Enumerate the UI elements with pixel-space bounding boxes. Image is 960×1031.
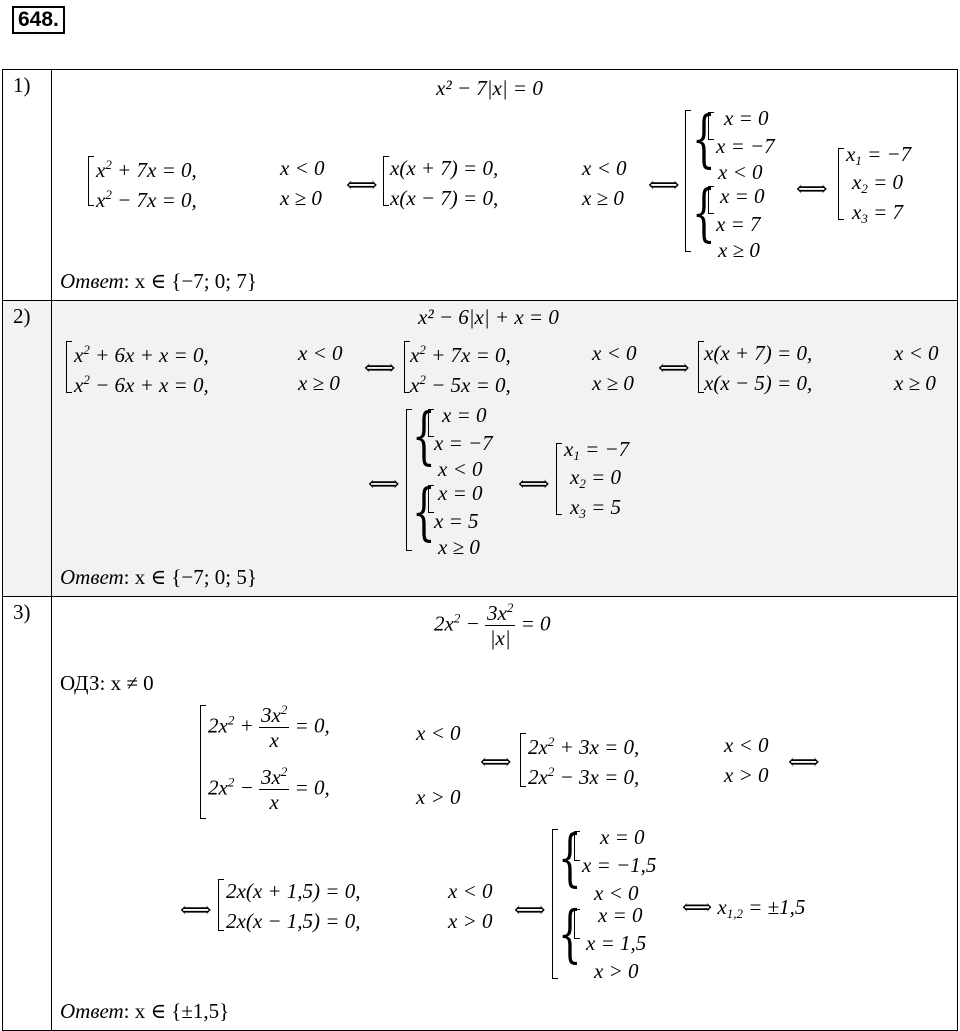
- answer: Ответ: x ∈ {−7; 0; 5}: [60, 565, 257, 589]
- row-label: 1): [3, 70, 52, 301]
- equation: $2x^2$ − $\frac{3x^2}{|x|}$ = 0: [434, 600, 551, 651]
- problem-number: 648.: [12, 6, 65, 34]
- bracket: [218, 879, 224, 931]
- row-body: x² − 6|x| + x = 0 $x^2 + 6x + x = 0$, x < 0 $x^2 - 6x + x = 0$, x ≥ 0 ⟺ $x^2 + 7x = 0$, x < 0 $x^2 - 5x = 0$, x ≥ 0 ⟺ x(x + 7) = 0, x < 0 x(x − 5) = 0, x ≥ 0 ⟺ { x = 0 x = −7 x < 0 { x = 0 x = 5 x ≥ 0 ⟺ $x_1 = -7$ $x_2 = 0$ $x_3 = 5$ Ответ: x ∈ {−7; 0; 5}: [52, 301, 958, 597]
- solution-row-3: [3, 597, 958, 1031]
- solution-row-2: [3, 301, 958, 597]
- equivalence-arrow: ⟺: [648, 172, 680, 197]
- solution-table: [2, 69, 958, 1031]
- answer: Ответ: x ∈ {±1,5}: [60, 999, 230, 1023]
- solution-row-1: [3, 70, 958, 301]
- equivalence-arrow: ⟺: [480, 749, 512, 774]
- final-result: ⟺ $x_{1,2} = \pm 1,5$: [682, 895, 806, 921]
- equivalence-arrow: ⟺: [180, 897, 212, 922]
- bracket: [383, 156, 389, 206]
- equivalence-arrow: ⟺: [788, 749, 820, 774]
- bracket: [520, 733, 526, 787]
- row-label: 3): [3, 597, 52, 1031]
- equation: x² − 6|x| + x = 0: [418, 305, 559, 329]
- equivalence-arrow: ⟺: [518, 471, 550, 496]
- equation: x² − 7|x| = 0: [436, 76, 543, 100]
- bracket: [66, 341, 72, 393]
- equivalence-arrow: ⟺: [514, 897, 546, 922]
- equivalence-arrow: ⟺: [658, 355, 690, 380]
- equivalence-arrow: ⟺: [346, 172, 378, 197]
- equivalence-arrow: ⟺: [368, 471, 400, 496]
- row-body: x² − 7|x| = 0 $x^2 + 7x = 0$, x < 0 $x^2 - 7x = 0$, x ≥ 0 ⟺ x(x + 7) = 0, x < 0 x(x − 7) = 0, x ≥ 0 ⟺ { x = 0 x = −7 x < 0 { x = 0 x = 7 x ≥ 0 ⟺ $x_1 = -7$ $x_2 = 0$ $x_3 = 7$ Ответ: x ∈ {−7; 0; 7}: [52, 70, 958, 301]
- bracket: [88, 156, 94, 206]
- row-label: 2): [3, 301, 52, 597]
- row-body: $2x^2$ − $\frac{3x^2}{|x|}$ = 0 ОДЗ: x ≠ 0 $2x^2$ + $\frac{3x^2}{x}$ = 0, x < 0 $2x^2$ − $\frac{3x^2}{x}$ = 0, x > 0 ⟺ $2x^2 + 3x = 0$, x < 0 $2x^2 - 3x = 0$, x > 0 ⟺ ⟺ 2x(x + 1,5) = 0, x < 0 2x(x − 1,5) = 0, x > 0 ⟺ { x = 0 x = −1,5 x < 0 { x = 0 x = 1,5 x > 0 ⟺ $x_{1,2} = \pm 1,5$ Ответ: x ∈ {±1,5}: [52, 597, 958, 1031]
- domain-condition: ОДЗ: x ≠ 0: [60, 671, 154, 695]
- bracket: [200, 705, 206, 819]
- equivalence-arrow: ⟺: [796, 176, 828, 201]
- bracket: [838, 148, 844, 220]
- equivalence-arrow: ⟺: [364, 355, 396, 380]
- bracket: [685, 110, 691, 252]
- answer: Ответ: x ∈ {−7; 0; 7}: [60, 269, 257, 293]
- bracket: [556, 443, 562, 515]
